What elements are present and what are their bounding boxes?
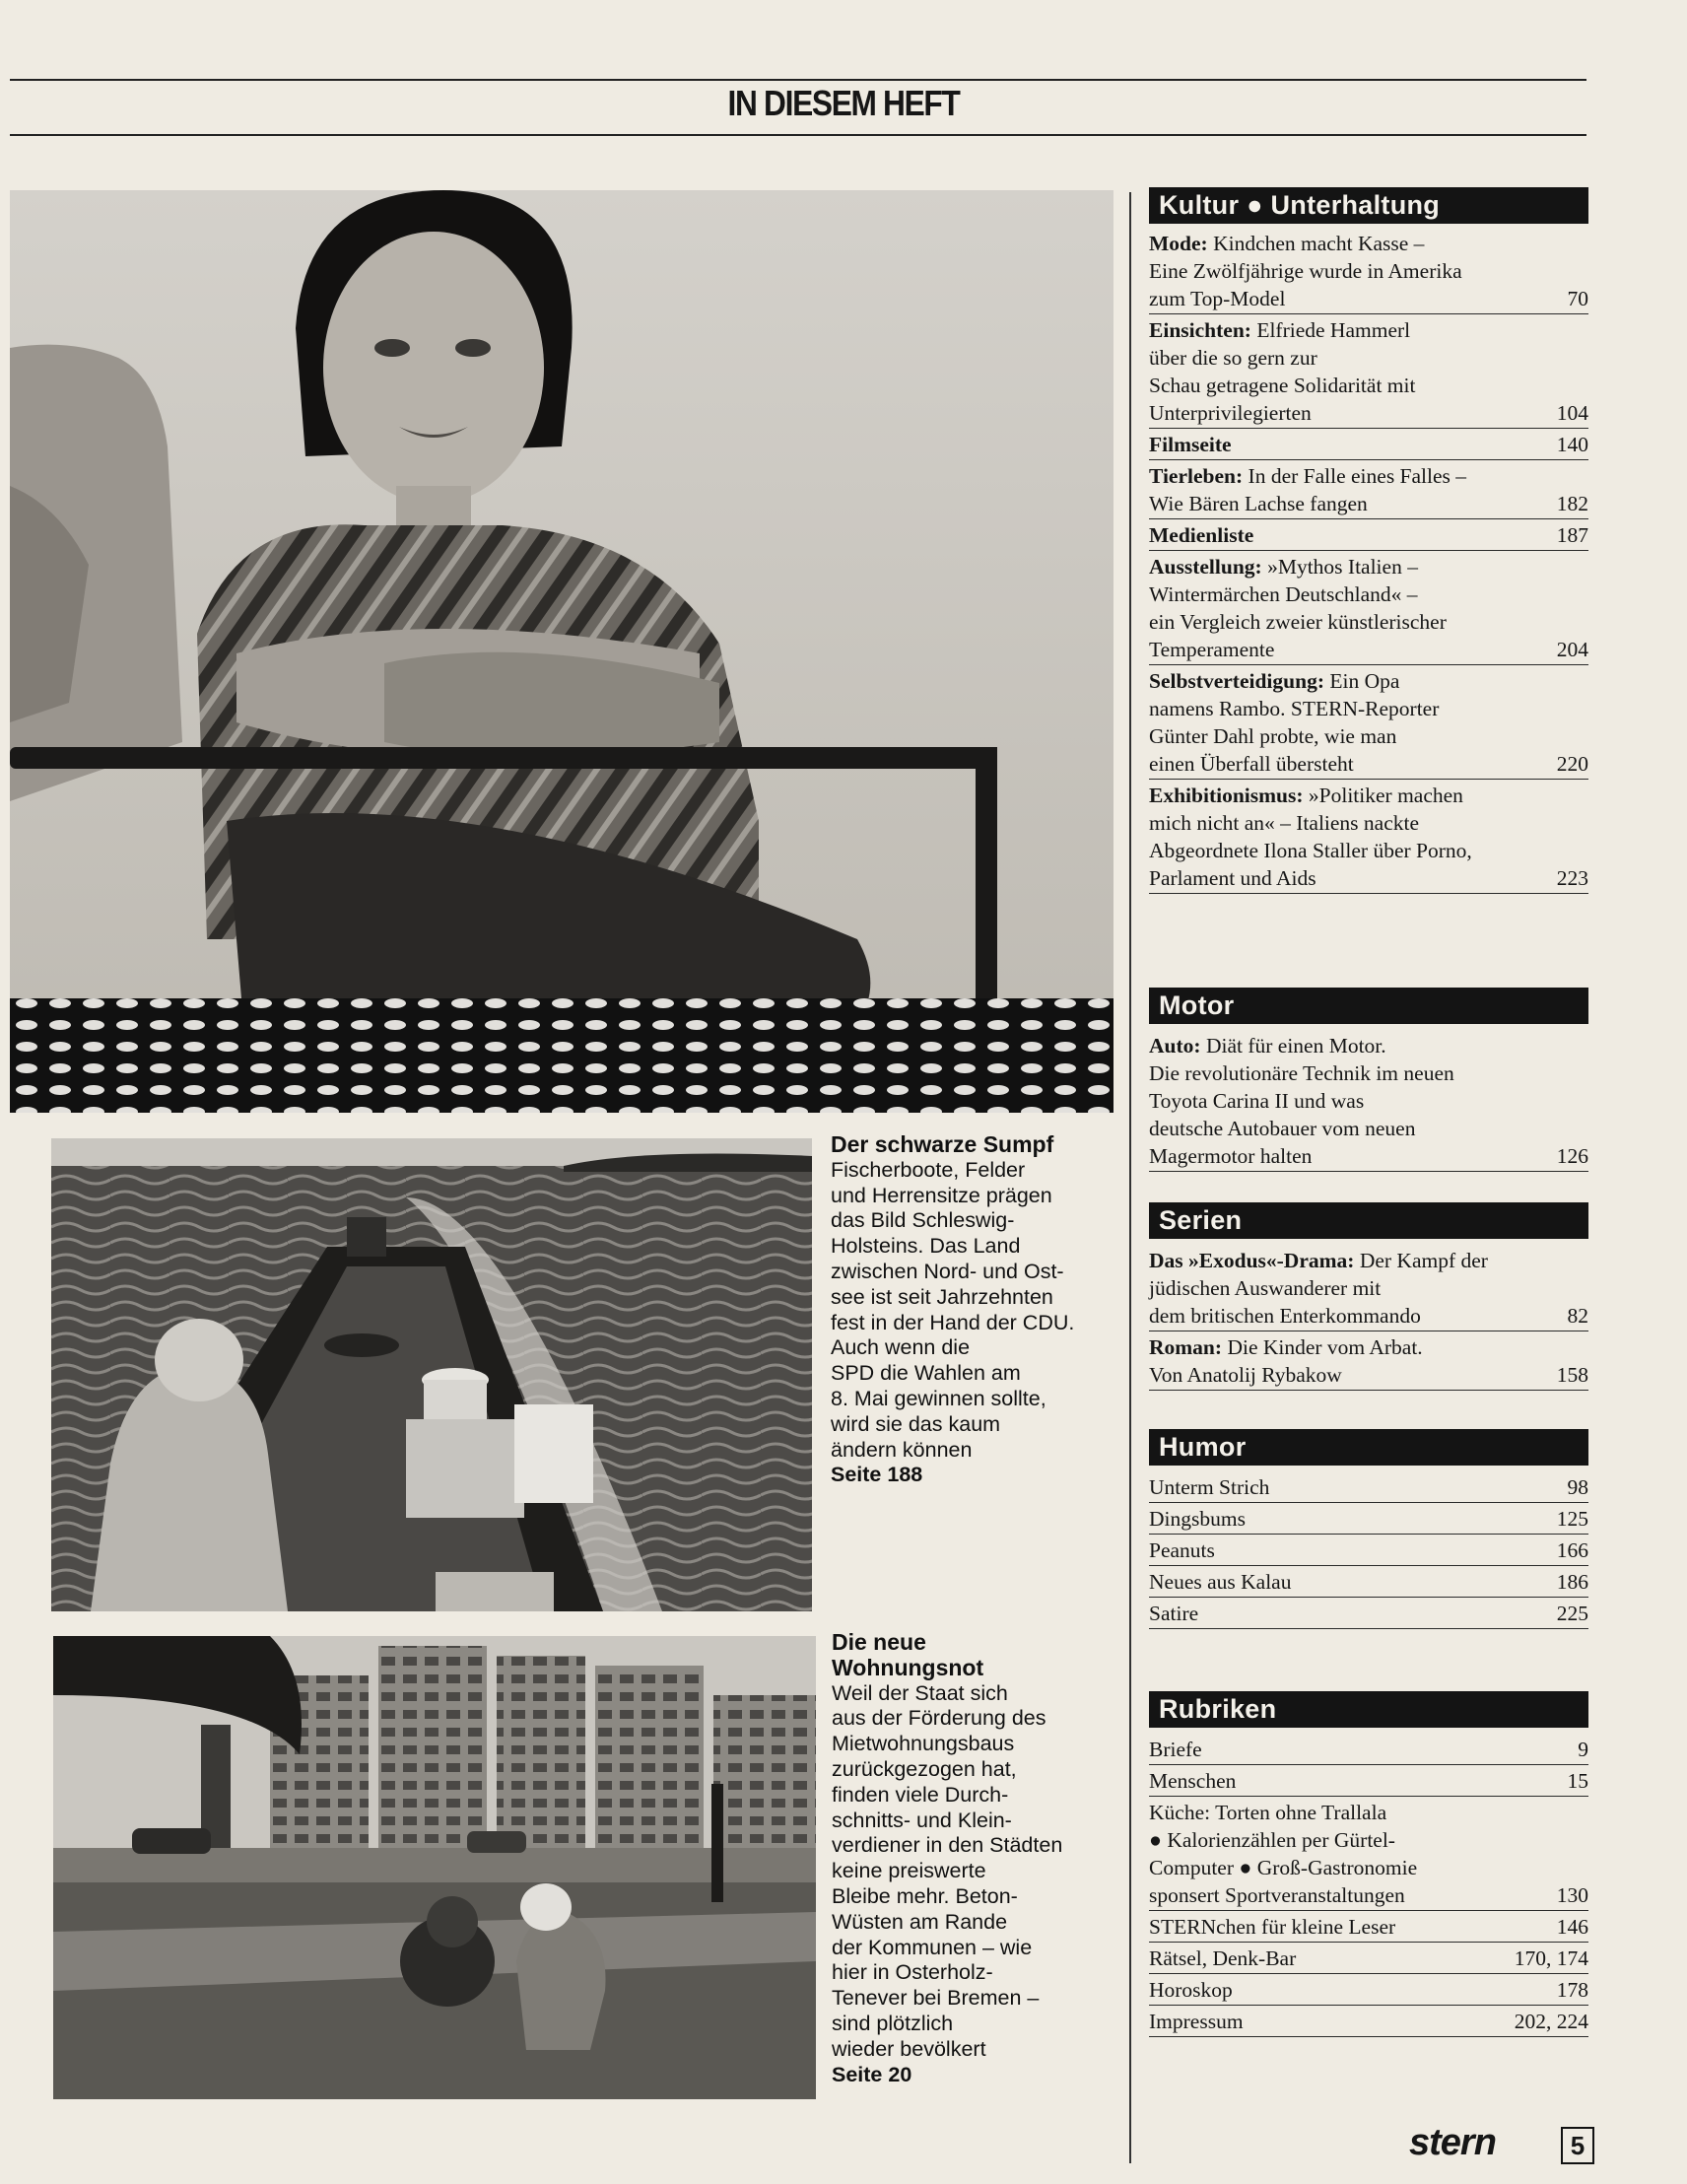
toc-entry-text: Impressum — [1149, 2010, 1244, 2033]
toc-entry-line — [1149, 1913, 1588, 1941]
toc-entry-line — [1149, 1600, 1588, 1627]
toc-entry-text: Menschen — [1149, 1769, 1237, 1793]
toc-entry-text: Unterm Strich — [1149, 1475, 1270, 1499]
toc-entry-label: Einsichten: — [1149, 318, 1251, 342]
toc-entry-text: Abgeordnete Ilona Staller über Porno, — [1149, 839, 1472, 862]
caption-line: das Bild Schleswig- — [831, 1208, 1015, 1233]
toc-entry-page: 125 — [1556, 1507, 1588, 1531]
toc-entry-text: Die revolutionäre Technik im neuen — [1149, 1061, 1454, 1085]
toc-entry-text: Der Kampf der — [1354, 1249, 1488, 1272]
toc-entry[interactable] — [1149, 460, 1588, 519]
toc-entry-text: STERNchen für kleine Leser — [1149, 1915, 1396, 1939]
caption-line: Weil der Staat sich — [832, 1680, 1008, 1705]
toc-entry-line — [1149, 1274, 1588, 1302]
toc-entry-text: Von Anatolij Rybakow — [1149, 1363, 1342, 1387]
toc-entry[interactable] — [1149, 1566, 1588, 1598]
toc-entry-line — [1149, 553, 1588, 580]
toc-entry-line — [1149, 399, 1588, 427]
caption-line: fest in der Hand der CDU. — [831, 1310, 1075, 1334]
toc-entry-line — [1149, 1568, 1588, 1596]
toc-entry-line — [1149, 580, 1588, 608]
toc-entry-page: 146 — [1556, 1915, 1588, 1939]
toc-entry-text: Diät für einen Motor. — [1200, 1034, 1386, 1058]
toc-entry-text: über die so gern zur — [1149, 346, 1317, 370]
toc-entry-text: Neues aus Kalau — [1149, 1570, 1292, 1594]
header-rule-top — [10, 79, 1586, 81]
toc-entry-page: 140 — [1556, 433, 1588, 456]
toc-entry[interactable] — [1149, 2006, 1588, 2037]
toc-entry-line — [1149, 462, 1588, 490]
toc-entry-line — [1149, 1032, 1588, 1059]
toc-entry-text: sponsert Sportveranstaltungen — [1149, 1883, 1405, 1907]
toc-entry-line — [1149, 695, 1588, 722]
toc-entry-line — [1149, 750, 1588, 778]
toc-entry-text: deutsche Autobauer vom neuen — [1149, 1117, 1416, 1140]
toc-entry-text: Magermotor halten — [1149, 1144, 1313, 1168]
toc-entry-page: 186 — [1556, 1570, 1588, 1594]
toc-entry-text: Toyota Carina II und was — [1149, 1089, 1365, 1113]
caption-line: finden viele Durch- — [832, 1782, 1009, 1807]
housing-caption — [832, 1630, 1088, 2087]
toc-entry-label: Das »Exodus«-Drama: — [1149, 1249, 1355, 1272]
caption-line: aus der Förderung des — [832, 1706, 1046, 1731]
toc-entry-text: dem britischen Enterkommando — [1149, 1304, 1421, 1328]
portrait-photo — [10, 190, 1113, 1113]
toc-entry-page: 204 — [1556, 638, 1588, 661]
toc-entry[interactable] — [1149, 519, 1588, 551]
toc-entry-page: 9 — [1578, 1738, 1588, 1761]
page-number: 5 — [1561, 2127, 1594, 2164]
toc-motor — [1149, 988, 1588, 1172]
toc-entry-line — [1149, 1361, 1588, 1389]
toc-entry-page: 182 — [1556, 492, 1588, 515]
toc-entry-text: mich nicht an« – Italiens nackte — [1149, 811, 1420, 835]
toc-entry-text: Schau getragene Solidarität mit — [1149, 374, 1416, 397]
toc-entry-text: Unterprivilegierten — [1149, 401, 1312, 425]
caption-line: Holsteins. Das Land — [831, 1234, 1021, 1259]
toc-entry-line — [1149, 782, 1588, 809]
toc-entry-line — [1149, 1536, 1588, 1564]
toc-entry-line — [1149, 1767, 1588, 1795]
toc-entry-line — [1149, 1473, 1588, 1501]
toc-entry-page: 130 — [1556, 1883, 1588, 1907]
toc-entry-line — [1149, 636, 1588, 663]
toc-entry-line — [1149, 1826, 1588, 1854]
toc-entry-line — [1149, 722, 1588, 750]
toc-entry[interactable] — [1149, 314, 1588, 429]
toc-entry-text: Kindchen macht Kasse – — [1207, 232, 1425, 255]
column-divider — [1129, 192, 1131, 2163]
toc-entry-page: 70 — [1567, 287, 1588, 310]
toc-entry-page: 158 — [1556, 1363, 1588, 1387]
toc-entry[interactable] — [1149, 1974, 1588, 2006]
toc-entry[interactable] — [1149, 1245, 1588, 1331]
toc-entry-page: 98 — [1567, 1475, 1588, 1499]
caption-line: Bleibe mehr. Beton- — [832, 1883, 1018, 1908]
section-heading: Kultur ● Unterhaltung — [1149, 187, 1588, 224]
toc-entry-line — [1149, 431, 1588, 458]
toc-entry-page: 178 — [1556, 1978, 1588, 2002]
caption-line: schnitts- und Klein- — [832, 1808, 1012, 1832]
caption-line: keine preiswerte — [832, 1859, 986, 1883]
toc-entry-text: Wie Bären Lachse fangen — [1149, 492, 1368, 515]
toc-entry-line — [1149, 1059, 1588, 1087]
caption-line: wird sie das kaum — [831, 1411, 1001, 1436]
toc-entry-page: 225 — [1556, 1602, 1588, 1625]
toc-entry-line — [1149, 257, 1588, 285]
toc-entry-line — [1149, 1736, 1588, 1763]
section-heading: Humor — [1149, 1429, 1588, 1466]
toc-entry[interactable] — [1149, 1331, 1588, 1391]
toc-rubriken — [1149, 1691, 1588, 2037]
caption-line: sind plötzlich — [832, 2011, 954, 2035]
toc-entry-line — [1149, 1087, 1588, 1115]
toc-entry-page: 170, 174 — [1514, 1946, 1588, 1970]
toc-entry-text: In der Falle eines Falles – — [1243, 464, 1467, 488]
toc-entry-text: »Mythos Italien – — [1261, 555, 1418, 579]
caption-line: Auch wenn die — [831, 1335, 971, 1360]
caption-line: verdiener in den Städten — [832, 1833, 1063, 1858]
stern-logo: stern — [1409, 2122, 1496, 2163]
caption-line: Wüsten am Rande — [832, 1909, 1008, 1934]
toc-entry-label: Filmseite — [1149, 433, 1232, 456]
housing-photo — [53, 1636, 816, 2099]
caption-line: ändern können — [831, 1437, 973, 1462]
toc-entry[interactable] — [1149, 1030, 1588, 1172]
caption-line: wieder bevölkert — [832, 2036, 986, 2061]
toc-entry-line — [1149, 372, 1588, 399]
toc-entry-text: Eine Zwölfjährige wurde in Amerika — [1149, 259, 1462, 283]
toc-entry[interactable] — [1149, 1503, 1588, 1535]
toc-entry[interactable] — [1149, 1765, 1588, 1797]
toc-entry-page: 202, 224 — [1514, 2010, 1588, 2033]
toc-entry-line — [1149, 521, 1588, 549]
caption-line: zurückgezogen hat, — [832, 1756, 1017, 1781]
toc-entry-line — [1149, 1505, 1588, 1533]
toc-entry-text: Satire — [1149, 1602, 1199, 1625]
toc-entry-line — [1149, 1302, 1588, 1330]
toc-entry-page: 166 — [1556, 1538, 1588, 1562]
toc-entry[interactable] — [1149, 1911, 1588, 1943]
caption-title: Die neue — [832, 1629, 926, 1655]
toc-entry-text: ● Kalorienzählen per Gürtel- — [1149, 1828, 1395, 1852]
toc-entry-text: Peanuts — [1149, 1538, 1215, 1562]
toc-entry-line — [1149, 1854, 1588, 1881]
toc-entry-text: Parlament und Aids — [1149, 866, 1316, 890]
caption-page-ref: Seite 188 — [831, 1463, 923, 1487]
toc-entry-label: Exhibitionismus: — [1149, 784, 1304, 807]
toc-entry-line — [1149, 1881, 1588, 1909]
toc-entry-page: 126 — [1556, 1144, 1588, 1168]
caption-title: Der schwarze Sumpf — [831, 1131, 1054, 1157]
caption-page-ref: Seite 20 — [832, 2062, 912, 2086]
toc-entry-label: Auto: — [1149, 1034, 1201, 1058]
toc-entry-line — [1149, 667, 1588, 695]
toc-entry-label: Selbstverteidigung: — [1149, 669, 1324, 693]
toc-entry-line — [1149, 316, 1588, 344]
toc-entry-text: namens Rambo. STERN-Reporter — [1149, 697, 1440, 720]
caption-line: SPD die Wahlen am — [831, 1361, 1021, 1386]
toc-entry-page: 104 — [1556, 401, 1588, 425]
toc-entry[interactable] — [1149, 551, 1588, 665]
header-rule-bottom — [10, 134, 1586, 136]
toc-humor — [1149, 1429, 1588, 1629]
toc-entry-line — [1149, 1799, 1588, 1826]
caption-line: Tenever bei Bremen – — [832, 1986, 1040, 2011]
toc-entry-text: Küche: Torten ohne Trallala — [1149, 1801, 1387, 1824]
toc-entry-text: Rätsel, Denk-Bar — [1149, 1946, 1297, 1970]
toc-entry[interactable] — [1149, 1734, 1588, 1765]
toc-entry-label: Ausstellung: — [1149, 555, 1262, 579]
toc-entry-text: Horoskop — [1149, 1978, 1233, 2002]
caption-line: hier in Osterholz- — [832, 1960, 993, 1985]
toc-entry-text: Günter Dahl probte, wie man — [1149, 724, 1397, 748]
toc-entry-label: Roman: — [1149, 1335, 1223, 1359]
toc-entry-text: einen Überfall übersteht — [1149, 752, 1354, 776]
toc-entry-line — [1149, 1976, 1588, 2004]
section-heading: Serien — [1149, 1202, 1588, 1239]
toc-entry-text: Temperamente — [1149, 638, 1275, 661]
toc-entry-text: Elfriede Hammerl — [1250, 318, 1411, 342]
section-heading: Rubriken — [1149, 1691, 1588, 1728]
toc-entry[interactable] — [1149, 1943, 1588, 1974]
toc-entry[interactable] — [1149, 665, 1588, 780]
caption-line: Mietwohnungsbaus — [832, 1732, 1015, 1756]
toc-entry[interactable] — [1149, 1598, 1588, 1629]
toc-entry-line — [1149, 809, 1588, 837]
caption-line: see ist seit Jahrzehnten — [831, 1284, 1053, 1309]
toc-entry-line — [1149, 1115, 1588, 1142]
caption-title: Wohnungsnot — [832, 1654, 984, 1680]
toc-entry-text: Die Kinder vom Arbat. — [1222, 1335, 1423, 1359]
toc-entry-text: zum Top-Model — [1149, 287, 1286, 310]
toc-entry-page: 15 — [1567, 1769, 1588, 1793]
toc-entry[interactable] — [1149, 780, 1588, 894]
toc-entry-line — [1149, 1333, 1588, 1361]
toc-entry-text: Ein Opa — [1323, 669, 1400, 693]
fishing-boat-photo — [51, 1138, 812, 1611]
caption-line: Fischerboote, Felder — [831, 1157, 1026, 1182]
toc-entry-line — [1149, 1142, 1588, 1170]
toc-entry-page: 223 — [1556, 866, 1588, 890]
toc-entry-text: jüdischen Auswanderer mit — [1149, 1276, 1382, 1300]
fishing-boat-caption — [831, 1132, 1087, 1488]
toc-entry-line — [1149, 608, 1588, 636]
toc-entry-label: Tierleben: — [1149, 464, 1244, 488]
toc-entry-text: ein Vergleich zweier künstlerischer — [1149, 610, 1447, 634]
toc-entry[interactable] — [1149, 429, 1588, 460]
toc-entry[interactable] — [1149, 1797, 1588, 1911]
section-heading: Motor — [1149, 988, 1588, 1024]
toc-entry-text: Dingsbums — [1149, 1507, 1246, 1531]
toc-entry-label: Medienliste — [1149, 523, 1254, 547]
toc-entry-line — [1149, 285, 1588, 312]
toc-entry-text: Briefe — [1149, 1738, 1202, 1761]
toc-serien — [1149, 1202, 1588, 1391]
toc-entry-line — [1149, 837, 1588, 864]
toc-entry-page: 82 — [1567, 1304, 1588, 1328]
toc-kultur — [1149, 187, 1588, 894]
caption-line: der Kommunen – wie — [832, 1935, 1033, 1959]
toc-entry-page: 220 — [1556, 752, 1588, 776]
toc-entry-text: »Politiker machen — [1303, 784, 1463, 807]
toc-entry[interactable] — [1149, 1471, 1588, 1503]
toc-entry[interactable] — [1149, 1535, 1588, 1566]
toc-entry-line — [1149, 490, 1588, 517]
caption-line: und Herrensitze prägen — [831, 1183, 1052, 1207]
toc-entry-line — [1149, 1247, 1588, 1274]
caption-line: 8. Mai gewinnen sollte, — [831, 1386, 1046, 1410]
toc-entry-text: Computer ● Groß-Gastronomie — [1149, 1856, 1418, 1879]
page-title: IN DIESEM HEFT — [727, 83, 960, 123]
toc-entry-page: 187 — [1556, 523, 1588, 547]
toc-entry[interactable] — [1149, 228, 1588, 314]
toc-entry-line — [1149, 344, 1588, 372]
caption-line: zwischen Nord- und Ost- — [831, 1259, 1064, 1283]
toc-entry-line — [1149, 864, 1588, 892]
toc-entry-label: Mode: — [1149, 232, 1208, 255]
toc-entry-text: Wintermärchen Deutschland« – — [1149, 582, 1418, 606]
toc-entry-line — [1149, 230, 1588, 257]
